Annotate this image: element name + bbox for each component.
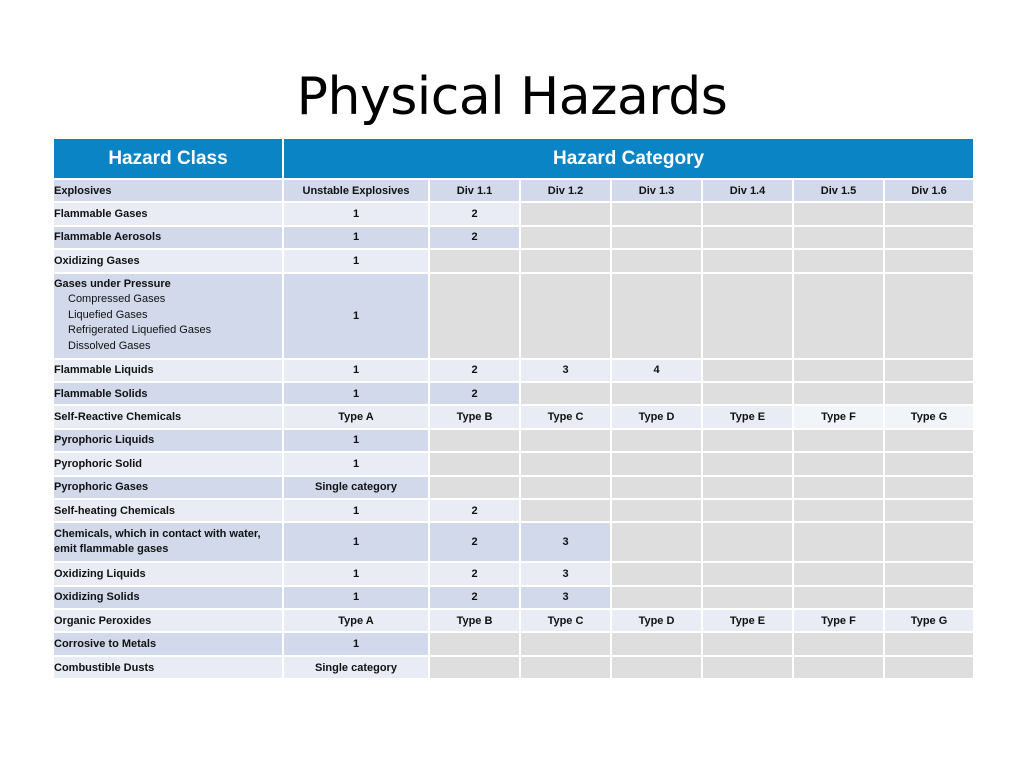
hazard-category-cell: Div 1.4 [702, 179, 793, 202]
hazard-category-cell: Unstable Explosives [283, 179, 429, 202]
empty-category-cell [793, 249, 884, 272]
hazard-class-cell: Organic Peroxides [53, 609, 283, 632]
hazard-category-cell: Type C [520, 405, 611, 428]
empty-category-cell [884, 452, 974, 475]
empty-category-cell [429, 476, 520, 499]
empty-category-cell [611, 476, 702, 499]
empty-category-cell [884, 562, 974, 585]
empty-category-cell [520, 499, 611, 522]
table-row [53, 476, 974, 499]
empty-category-cell [611, 499, 702, 522]
hazard-category-cell: 1 [283, 249, 429, 272]
hazard-category-cell: 1 [283, 202, 429, 225]
empty-category-cell [611, 656, 702, 679]
hazard-category-cell: 3 [520, 522, 611, 562]
hazard-category-cell: 1 [283, 429, 429, 452]
hazard-category-cell: 1 [283, 226, 429, 249]
hazard-category-cell: 3 [520, 562, 611, 585]
hazard-class-cell: Oxidizing Gases [53, 249, 283, 272]
empty-category-cell [702, 249, 793, 272]
hazard-class-cell: Chemicals, which in contact with water, emit flammable gases [53, 522, 283, 562]
table-row [53, 452, 974, 475]
empty-category-cell [702, 562, 793, 585]
header-hazard-class: Hazard Class [53, 138, 283, 179]
empty-category-cell [429, 452, 520, 475]
empty-category-cell [884, 226, 974, 249]
empty-category-cell [884, 476, 974, 499]
empty-category-cell [429, 273, 520, 359]
hazard-category-cell: Type A [283, 609, 429, 632]
empty-category-cell [793, 562, 884, 585]
empty-category-cell [884, 359, 974, 382]
table-row [53, 609, 974, 632]
table-row [53, 405, 974, 428]
hazard-class-cell: Self-heating Chemicals [53, 499, 283, 522]
empty-category-cell [793, 499, 884, 522]
empty-category-cell [884, 429, 974, 452]
hazard-subclass-label: Compressed Gases [68, 293, 166, 306]
empty-category-cell [793, 429, 884, 452]
table-body [53, 179, 974, 679]
empty-category-cell [520, 632, 611, 655]
empty-category-cell [702, 273, 793, 359]
hazard-category-cell: Type E [702, 609, 793, 632]
hazard-category-cell: Type F [793, 405, 884, 428]
empty-category-cell [702, 226, 793, 249]
hazard-category-cell: 2 [429, 522, 520, 562]
empty-category-cell [884, 249, 974, 272]
hazard-category-cell: Type E [702, 405, 793, 428]
empty-category-cell [793, 359, 884, 382]
hazard-category-cell: 2 [429, 562, 520, 585]
hazard-category-cell: 4 [611, 359, 702, 382]
empty-category-cell [793, 476, 884, 499]
empty-category-cell [793, 632, 884, 655]
hazard-category-cell: Div 1.6 [884, 179, 974, 202]
hazard-category-cell: Div 1.5 [793, 179, 884, 202]
hazard-category-cell: 2 [429, 202, 520, 225]
hazard-category-cell: Div 1.2 [520, 179, 611, 202]
hazard-category-cell: 2 [429, 226, 520, 249]
hazard-class-cell: Oxidizing Solids [53, 586, 283, 609]
empty-category-cell [429, 249, 520, 272]
empty-category-cell [520, 476, 611, 499]
hazard-category-cell: Type B [429, 609, 520, 632]
hazard-category-cell: Type B [429, 405, 520, 428]
empty-category-cell [884, 382, 974, 405]
empty-category-cell [702, 382, 793, 405]
hazard-category-cell: Single category [283, 476, 429, 499]
empty-category-cell [611, 382, 702, 405]
table-row [53, 226, 974, 249]
empty-category-cell [702, 202, 793, 225]
hazard-category-cell: Type F [793, 609, 884, 632]
empty-category-cell [611, 226, 702, 249]
hazard-category-cell: 2 [429, 586, 520, 609]
hazard-subclass-label: Dissolved Gases [68, 339, 151, 352]
hazard-category-cell: 1 [283, 499, 429, 522]
hazard-class-cell: Flammable Gases [53, 202, 283, 225]
empty-category-cell [611, 586, 702, 609]
hazard-category-cell: Type G [884, 609, 974, 632]
hazard-category-cell: Type G [884, 405, 974, 428]
empty-category-cell [520, 382, 611, 405]
table-row [53, 359, 974, 382]
empty-category-cell [429, 429, 520, 452]
empty-category-cell [702, 359, 793, 382]
empty-category-cell [884, 499, 974, 522]
empty-category-cell [611, 429, 702, 452]
table-row [53, 499, 974, 522]
empty-category-cell [793, 226, 884, 249]
hazard-category-cell: 1 [283, 382, 429, 405]
empty-category-cell [520, 452, 611, 475]
hazard-category-cell: 1 [283, 359, 429, 382]
empty-category-cell [611, 562, 702, 585]
hazard-category-cell: 1 [283, 452, 429, 475]
table-row [53, 632, 974, 655]
empty-category-cell [884, 656, 974, 679]
empty-category-cell [702, 429, 793, 452]
hazard-category-cell: Type D [611, 405, 702, 428]
empty-category-cell [884, 522, 974, 562]
hazard-category-cell: Type D [611, 609, 702, 632]
table-row [53, 429, 974, 452]
page-title: Physical Hazards [296, 67, 728, 127]
hazard-category-cell: 1 [283, 522, 429, 562]
hazard-subclass-label: Refrigerated Liquefied Gases [68, 324, 212, 337]
hazard-class-cell: Pyrophoric Gases [53, 476, 283, 499]
hazard-category-cell: Div 1.3 [611, 179, 702, 202]
hazard-class-cell: Flammable Liquids [53, 359, 283, 382]
empty-category-cell [793, 452, 884, 475]
empty-category-cell [884, 202, 974, 225]
empty-category-cell [884, 632, 974, 655]
empty-category-cell [793, 586, 884, 609]
empty-category-cell [702, 586, 793, 609]
empty-category-cell [520, 429, 611, 452]
hazard-class-cell: Self-Reactive Chemicals [53, 405, 283, 428]
empty-category-cell [611, 202, 702, 225]
hazard-category-cell: 3 [520, 359, 611, 382]
hazard-subclass-label: Liquefied Gases [68, 308, 148, 321]
empty-category-cell [429, 656, 520, 679]
empty-category-cell [611, 273, 702, 359]
empty-category-cell [429, 632, 520, 655]
hazard-class-cell: Corrosive to Metals [53, 632, 283, 655]
hazards-table [52, 137, 975, 680]
table-row [53, 273, 974, 359]
hazard-class-cell: Oxidizing Liquids [53, 562, 283, 585]
hazard-category-cell: Div 1.1 [429, 179, 520, 202]
empty-category-cell [702, 522, 793, 562]
hazard-category-cell: 2 [429, 499, 520, 522]
hazard-category-cell: 3 [520, 586, 611, 609]
table-row [53, 179, 974, 202]
table-row [53, 586, 974, 609]
empty-category-cell [611, 452, 702, 475]
empty-category-cell [611, 632, 702, 655]
empty-category-cell [611, 249, 702, 272]
hazard-class-cell: Pyrophoric Solid [53, 452, 283, 475]
table-row [53, 202, 974, 225]
hazard-category-cell: 1 [283, 632, 429, 655]
hazard-category-cell: 1 [283, 562, 429, 585]
table-row [53, 522, 974, 562]
empty-category-cell [611, 522, 702, 562]
empty-category-cell [884, 273, 974, 359]
hazard-class-label: Gases under Pressure [54, 277, 171, 290]
empty-category-cell [520, 656, 611, 679]
empty-category-cell [793, 273, 884, 359]
empty-category-cell [702, 632, 793, 655]
hazard-class-cell: Pyrophoric Liquids [53, 429, 283, 452]
empty-category-cell [702, 452, 793, 475]
hazard-class-cell: Combustible Dusts [53, 656, 283, 679]
empty-category-cell [520, 249, 611, 272]
empty-category-cell [793, 522, 884, 562]
empty-category-cell [702, 499, 793, 522]
hazard-class-cell [53, 273, 283, 359]
table-row [53, 249, 974, 272]
hazard-class-cell: Explosives [53, 179, 283, 202]
hazard-category-cell: 2 [429, 359, 520, 382]
header-hazard-category: Hazard Category [283, 138, 974, 179]
table-row [53, 562, 974, 585]
empty-category-cell [702, 656, 793, 679]
empty-category-cell [793, 382, 884, 405]
hazard-category-cell: 1 [283, 586, 429, 609]
empty-category-cell [520, 226, 611, 249]
hazard-category-cell: Type A [283, 405, 429, 428]
empty-category-cell [793, 656, 884, 679]
hazard-category-cell: Single category [283, 656, 429, 679]
empty-category-cell [520, 202, 611, 225]
hazard-category-cell: Type C [520, 609, 611, 632]
empty-category-cell [520, 273, 611, 359]
hazard-category-cell: 1 [283, 273, 429, 359]
empty-category-cell [702, 476, 793, 499]
empty-category-cell [793, 202, 884, 225]
hazard-class-cell: Flammable Solids [53, 382, 283, 405]
hazard-category-cell: 2 [429, 382, 520, 405]
table-row [53, 382, 974, 405]
table-header-row [53, 138, 974, 179]
hazard-class-cell: Flammable Aerosols [53, 226, 283, 249]
table-row [53, 656, 974, 679]
empty-category-cell [884, 586, 974, 609]
